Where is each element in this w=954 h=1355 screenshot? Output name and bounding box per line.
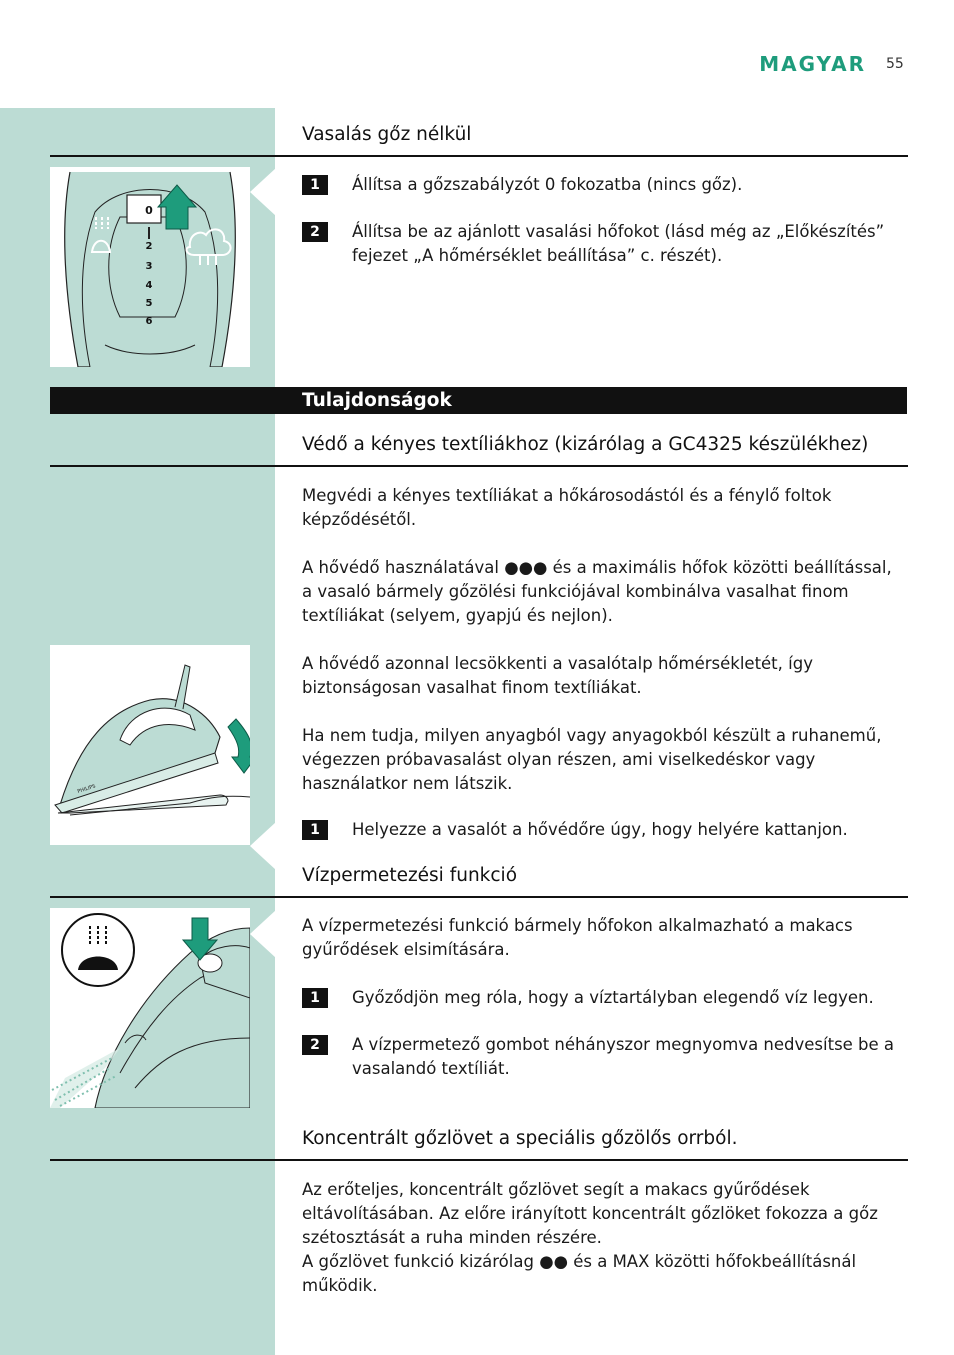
step-text: Állítsa a gőzszabályzót 0 fokozatba (nincs gőz).: [352, 175, 743, 194]
step-text: Állítsa be az ajánlott vasalási hőfokot (lásd még az „Előkészítés” fejezet „A hőmérséklet beállítása” c. részét).: [352, 222, 885, 265]
language-label: MAGYAR: [759, 52, 866, 76]
dial-label-4: 4: [145, 280, 153, 291]
spray-function-illustration: [50, 908, 250, 1108]
dial-label-2: 2: [145, 241, 153, 252]
steam-dial-drawing: [50, 167, 250, 367]
illustration-notch: [250, 168, 276, 216]
steam-dial-illustration: [50, 167, 250, 367]
step-number-1: 1: [302, 988, 328, 1008]
paragraph: Az erőteljes, koncentrált gőzlövet segít a makacs gyűrődések eltávolításában. Az előre irányított koncentrált gőzlöket fokozza a gőz szétosztását a ruha minden részére.: [302, 1180, 878, 1247]
section-title-protector: Védő a kényes textíliákhoz (kizárólag a GC4325 készülékhez): [302, 434, 869, 455]
step-text: A vízpermetező gombot néhányszor megnyomva nedvesítse be a vasalandó textíliát.: [352, 1035, 895, 1078]
paragraph: A hővédő azonnal lecsökkenti a vasalótalp hőmérsékletét, így biztonságosan vasalhat finom textíliákat.: [302, 654, 813, 697]
section-title-dry-ironing: Vasalás gőz nélkül: [302, 124, 472, 145]
section-rule: [50, 896, 908, 898]
step-text: Helyezze a vasalót a hővédőre úgy, hogy helyére kattanjon.: [352, 820, 848, 839]
features-bar: [50, 387, 907, 414]
dial-label-3: 3: [145, 261, 153, 272]
section-title-steam-shot: Koncentrált gőzlövet a speciális gőzölős orrból.: [302, 1128, 738, 1149]
step-text: Győződjön meg róla, hogy a víztartályban elegendő víz legyen.: [352, 988, 874, 1007]
section-rule: [50, 465, 908, 467]
section-title-spray: Vízpermetezési funkció: [302, 865, 518, 886]
features-title: Tulajdonságok: [302, 390, 452, 411]
paragraph: A vízpermetezési funkció bármely hőfokon alkalmazható a makacs gyűrődések elsimítására.: [302, 916, 853, 959]
spray-drawing: [50, 908, 250, 1108]
step-number-2: 2: [302, 222, 328, 242]
paragraph: Megvédi a kényes textíliákat a hőkárosodástól és a fénylő foltok képződésétől.: [302, 486, 832, 529]
section-rule: [50, 1159, 908, 1161]
dial-label-0: 0: [145, 204, 153, 217]
step-number-2: 2: [302, 1035, 328, 1055]
iron-protector-drawing: [50, 645, 250, 845]
paragraph: A gőzlövet funkció kizárólag ●● és a MAX közötti hőfokbeállításnál működik.: [302, 1252, 857, 1295]
page-number: 55: [886, 56, 904, 72]
dial-label-6: 6: [145, 316, 153, 327]
iron-brand: PHILIPS: [76, 783, 97, 795]
illustration-notch: [250, 910, 276, 958]
paragraph: Ha nem tudja, milyen anyagból vagy anyagokból készült a ruhanemű, végezzen próbavasalást olyan részen, ami viselkedéskor vagy használatkor nem látszik.: [302, 726, 882, 793]
paragraph: A hővédő használatával ●●● és a maximális hőfok közötti beállítással, a vasaló bármely gőzölési funkciójával kombinálva vasalhat finom textíliákat (selyem, gyapjú és nejlon).: [302, 558, 892, 625]
dial-label-5: 5: [145, 298, 153, 309]
illustration-notch: [250, 822, 276, 870]
step-number-1: 1: [302, 175, 328, 195]
step-number-1: 1: [302, 820, 328, 840]
section-rule: [50, 155, 908, 157]
iron-on-protector-illustration: [50, 645, 250, 845]
